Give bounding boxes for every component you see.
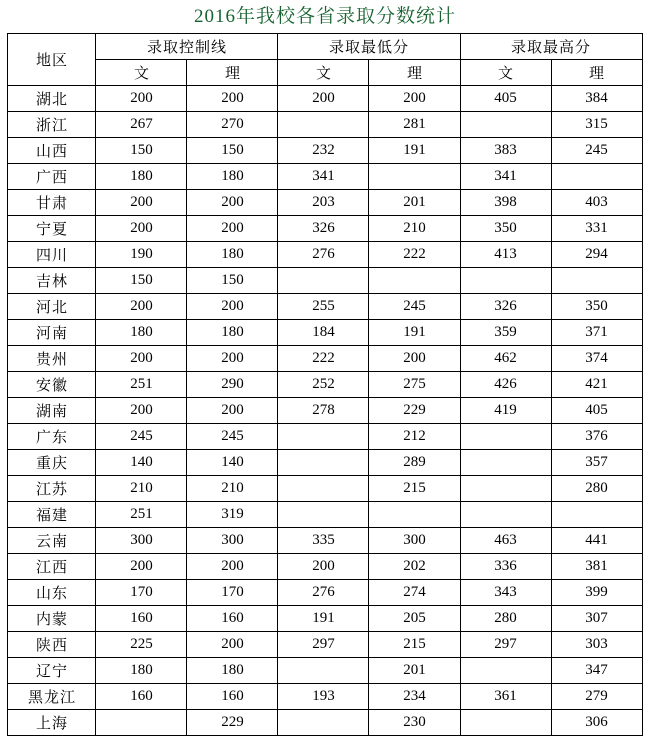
cell-max-li: 350 [551,294,642,320]
cell-region: 甘肃 [8,190,96,216]
cell-control-wen: 200 [96,554,187,580]
cell-min-wen [278,502,369,528]
table-row [8,632,642,658]
cell-control-wen: 300 [96,528,187,554]
cell-min-wen: 255 [278,294,369,320]
cell-region: 四川 [8,242,96,268]
cell-max-li: 399 [551,580,642,606]
cell-control-li: 150 [187,138,278,164]
cell-max-li: 315 [551,112,642,138]
cell-max-wen [460,112,551,138]
table-row [8,684,642,710]
table-row [8,190,642,216]
cell-min-wen: 326 [278,216,369,242]
table-row [8,294,642,320]
cell-max-li: 376 [551,424,642,450]
cell-min-wen [278,710,369,736]
cell-max-wen: 405 [460,86,551,112]
cell-control-wen: 160 [96,684,187,710]
cell-max-wen: 398 [460,190,551,216]
cell-min-wen [278,112,369,138]
cell-min-wen: 200 [278,86,369,112]
cell-max-wen [460,710,551,736]
cell-control-wen: 267 [96,112,187,138]
cell-max-wen: 413 [460,242,551,268]
table-row [8,86,642,112]
cell-max-wen: 336 [460,554,551,580]
cell-region: 湖南 [8,398,96,424]
cell-max-wen: 280 [460,606,551,632]
cell-control-li: 290 [187,372,278,398]
cell-max-wen: 343 [460,580,551,606]
cell-min-wen: 184 [278,320,369,346]
cell-region: 安徽 [8,372,96,398]
table-row [8,216,642,242]
cell-region: 江苏 [8,476,96,502]
table-row [8,424,642,450]
cell-min-li: 289 [369,450,460,476]
cell-min-li: 222 [369,242,460,268]
cell-min-li: 275 [369,372,460,398]
cell-region: 广东 [8,424,96,450]
table-row [8,528,642,554]
table-row [8,372,642,398]
cell-max-wen: 426 [460,372,551,398]
cell-max-wen [460,476,551,502]
cell-control-wen: 160 [96,606,187,632]
cell-min-li: 245 [369,294,460,320]
cell-region: 云南 [8,528,96,554]
cell-region: 内蒙 [8,606,96,632]
table-header-row-groups [8,34,642,60]
table-row [8,710,642,736]
cell-max-li: 403 [551,190,642,216]
table-row [8,580,642,606]
column-header-control-li: 理 [187,60,278,86]
table-row [8,554,642,580]
cell-min-li [369,502,460,528]
cell-max-wen: 383 [460,138,551,164]
cell-min-li: 230 [369,710,460,736]
cell-min-wen: 276 [278,242,369,268]
cell-control-li: 200 [187,346,278,372]
cell-region: 上海 [8,710,96,736]
column-group-header-min-score: 录取最低分 [278,34,460,60]
cell-control-wen: 225 [96,632,187,658]
cell-max-li [551,502,642,528]
cell-min-li: 191 [369,320,460,346]
cell-max-li: 371 [551,320,642,346]
cell-control-li: 200 [187,86,278,112]
cell-region: 浙江 [8,112,96,138]
cell-min-wen: 222 [278,346,369,372]
cell-max-li: 294 [551,242,642,268]
cell-max-li: 331 [551,216,642,242]
cell-max-li: 421 [551,372,642,398]
cell-min-wen [278,658,369,684]
score-table [7,33,642,736]
cell-region: 贵州 [8,346,96,372]
cell-region: 山西 [8,138,96,164]
table-row [8,606,642,632]
cell-min-li: 201 [369,190,460,216]
cell-min-li: 210 [369,216,460,242]
cell-min-li: 191 [369,138,460,164]
table-row [8,268,642,294]
column-header-min-li: 理 [369,60,460,86]
cell-max-li: 347 [551,658,642,684]
column-header-control-wen: 文 [96,60,187,86]
cell-min-wen: 278 [278,398,369,424]
cell-min-wen: 335 [278,528,369,554]
cell-min-wen: 276 [278,580,369,606]
cell-max-wen: 350 [460,216,551,242]
cell-control-li: 180 [187,658,278,684]
cell-region: 陕西 [8,632,96,658]
cell-max-li: 306 [551,710,642,736]
cell-max-wen [460,502,551,528]
cell-control-wen: 180 [96,164,187,190]
table-row [8,398,642,424]
page-title: 2016年我校各省录取分数统计 [193,6,456,27]
cell-control-li: 229 [187,710,278,736]
cell-control-wen: 251 [96,502,187,528]
table-row [8,320,642,346]
cell-min-li: 215 [369,632,460,658]
cell-control-wen: 150 [96,138,187,164]
cell-control-li: 160 [187,684,278,710]
cell-control-wen: 170 [96,580,187,606]
cell-max-wen: 462 [460,346,551,372]
cell-min-wen: 193 [278,684,369,710]
cell-control-li: 170 [187,580,278,606]
cell-control-li: 150 [187,268,278,294]
cell-min-li: 300 [369,528,460,554]
table-row [8,476,642,502]
column-header-region: 地区 [8,34,96,86]
cell-region: 福建 [8,502,96,528]
cell-max-li: 357 [551,450,642,476]
table-row [8,112,642,138]
table-header-row-subs [8,60,642,86]
cell-min-li: 281 [369,112,460,138]
cell-min-wen: 203 [278,190,369,216]
cell-control-li: 200 [187,554,278,580]
column-group-header-control-line: 录取控制线 [96,34,278,60]
table-row [8,164,642,190]
cell-max-li: 307 [551,606,642,632]
cell-control-wen: 150 [96,268,187,294]
cell-min-wen [278,476,369,502]
cell-max-wen: 419 [460,398,551,424]
cell-max-li: 441 [551,528,642,554]
column-header-max-wen: 文 [460,60,551,86]
table-body [8,86,642,736]
cell-max-li: 303 [551,632,642,658]
column-header-min-wen: 文 [278,60,369,86]
cell-min-li [369,268,460,294]
cell-min-li: 274 [369,580,460,606]
table-row [8,242,642,268]
cell-max-wen [460,424,551,450]
cell-region: 湖北 [8,86,96,112]
cell-control-wen: 140 [96,450,187,476]
cell-control-li: 140 [187,450,278,476]
cell-max-li: 381 [551,554,642,580]
cell-max-wen: 341 [460,164,551,190]
cell-min-li: 202 [369,554,460,580]
cell-max-li: 384 [551,86,642,112]
cell-control-wen: 180 [96,658,187,684]
cell-control-li: 200 [187,190,278,216]
table-row [8,346,642,372]
cell-min-wen [278,268,369,294]
cell-max-li: 279 [551,684,642,710]
cell-max-wen: 297 [460,632,551,658]
cell-max-wen [460,658,551,684]
cell-control-li: 160 [187,606,278,632]
cell-region: 吉林 [8,268,96,294]
cell-min-li: 200 [369,346,460,372]
cell-max-li: 405 [551,398,642,424]
cell-min-li: 212 [369,424,460,450]
table-row [8,450,642,476]
cell-control-wen: 245 [96,424,187,450]
cell-max-wen [460,450,551,476]
cell-control-li: 319 [187,502,278,528]
cell-control-li: 180 [187,320,278,346]
cell-min-wen: 191 [278,606,369,632]
cell-control-wen [96,710,187,736]
cell-min-wen: 297 [278,632,369,658]
table-header [8,34,642,86]
cell-min-wen [278,424,369,450]
cell-control-li: 300 [187,528,278,554]
cell-control-wen: 200 [96,86,187,112]
cell-min-li: 205 [369,606,460,632]
cell-control-wen: 190 [96,242,187,268]
cell-min-li: 215 [369,476,460,502]
cell-max-li [551,268,642,294]
cell-min-li: 234 [369,684,460,710]
cell-region: 河南 [8,320,96,346]
cell-region: 山东 [8,580,96,606]
cell-min-li [369,164,460,190]
cell-control-li: 200 [187,216,278,242]
cell-max-li: 245 [551,138,642,164]
table-row [8,658,642,684]
cell-region: 辽宁 [8,658,96,684]
cell-control-wen: 251 [96,372,187,398]
cell-max-li: 374 [551,346,642,372]
cell-control-wen: 210 [96,476,187,502]
cell-control-li: 200 [187,294,278,320]
cell-control-wen: 200 [96,216,187,242]
cell-region: 宁夏 [8,216,96,242]
cell-control-wen: 200 [96,398,187,424]
cell-control-wen: 200 [96,190,187,216]
cell-min-wen: 252 [278,372,369,398]
cell-max-wen: 326 [460,294,551,320]
cell-min-li: 201 [369,658,460,684]
cell-min-wen: 341 [278,164,369,190]
cell-control-li: 180 [187,242,278,268]
cell-control-wen: 200 [96,294,187,320]
cell-control-li: 180 [187,164,278,190]
cell-region: 河北 [8,294,96,320]
cell-region: 重庆 [8,450,96,476]
table-row [8,138,642,164]
cell-control-li: 200 [187,632,278,658]
cell-control-li: 200 [187,398,278,424]
cell-min-wen: 232 [278,138,369,164]
cell-min-wen: 200 [278,554,369,580]
cell-min-li: 200 [369,86,460,112]
cell-max-wen: 463 [460,528,551,554]
column-header-max-li: 理 [551,60,642,86]
cell-max-wen: 361 [460,684,551,710]
cell-max-li [551,164,642,190]
cell-control-wen: 200 [96,346,187,372]
column-group-header-max-score: 录取最高分 [460,34,642,60]
cell-region: 黑龙江 [8,684,96,710]
cell-max-li: 280 [551,476,642,502]
cell-max-wen [460,268,551,294]
cell-control-li: 270 [187,112,278,138]
cell-min-li: 229 [369,398,460,424]
cell-control-li: 245 [187,424,278,450]
cell-max-wen: 359 [460,320,551,346]
cell-region: 广西 [8,164,96,190]
cell-min-wen [278,450,369,476]
table-row [8,502,642,528]
cell-control-wen: 180 [96,320,187,346]
cell-region: 江西 [8,554,96,580]
cell-control-li: 210 [187,476,278,502]
